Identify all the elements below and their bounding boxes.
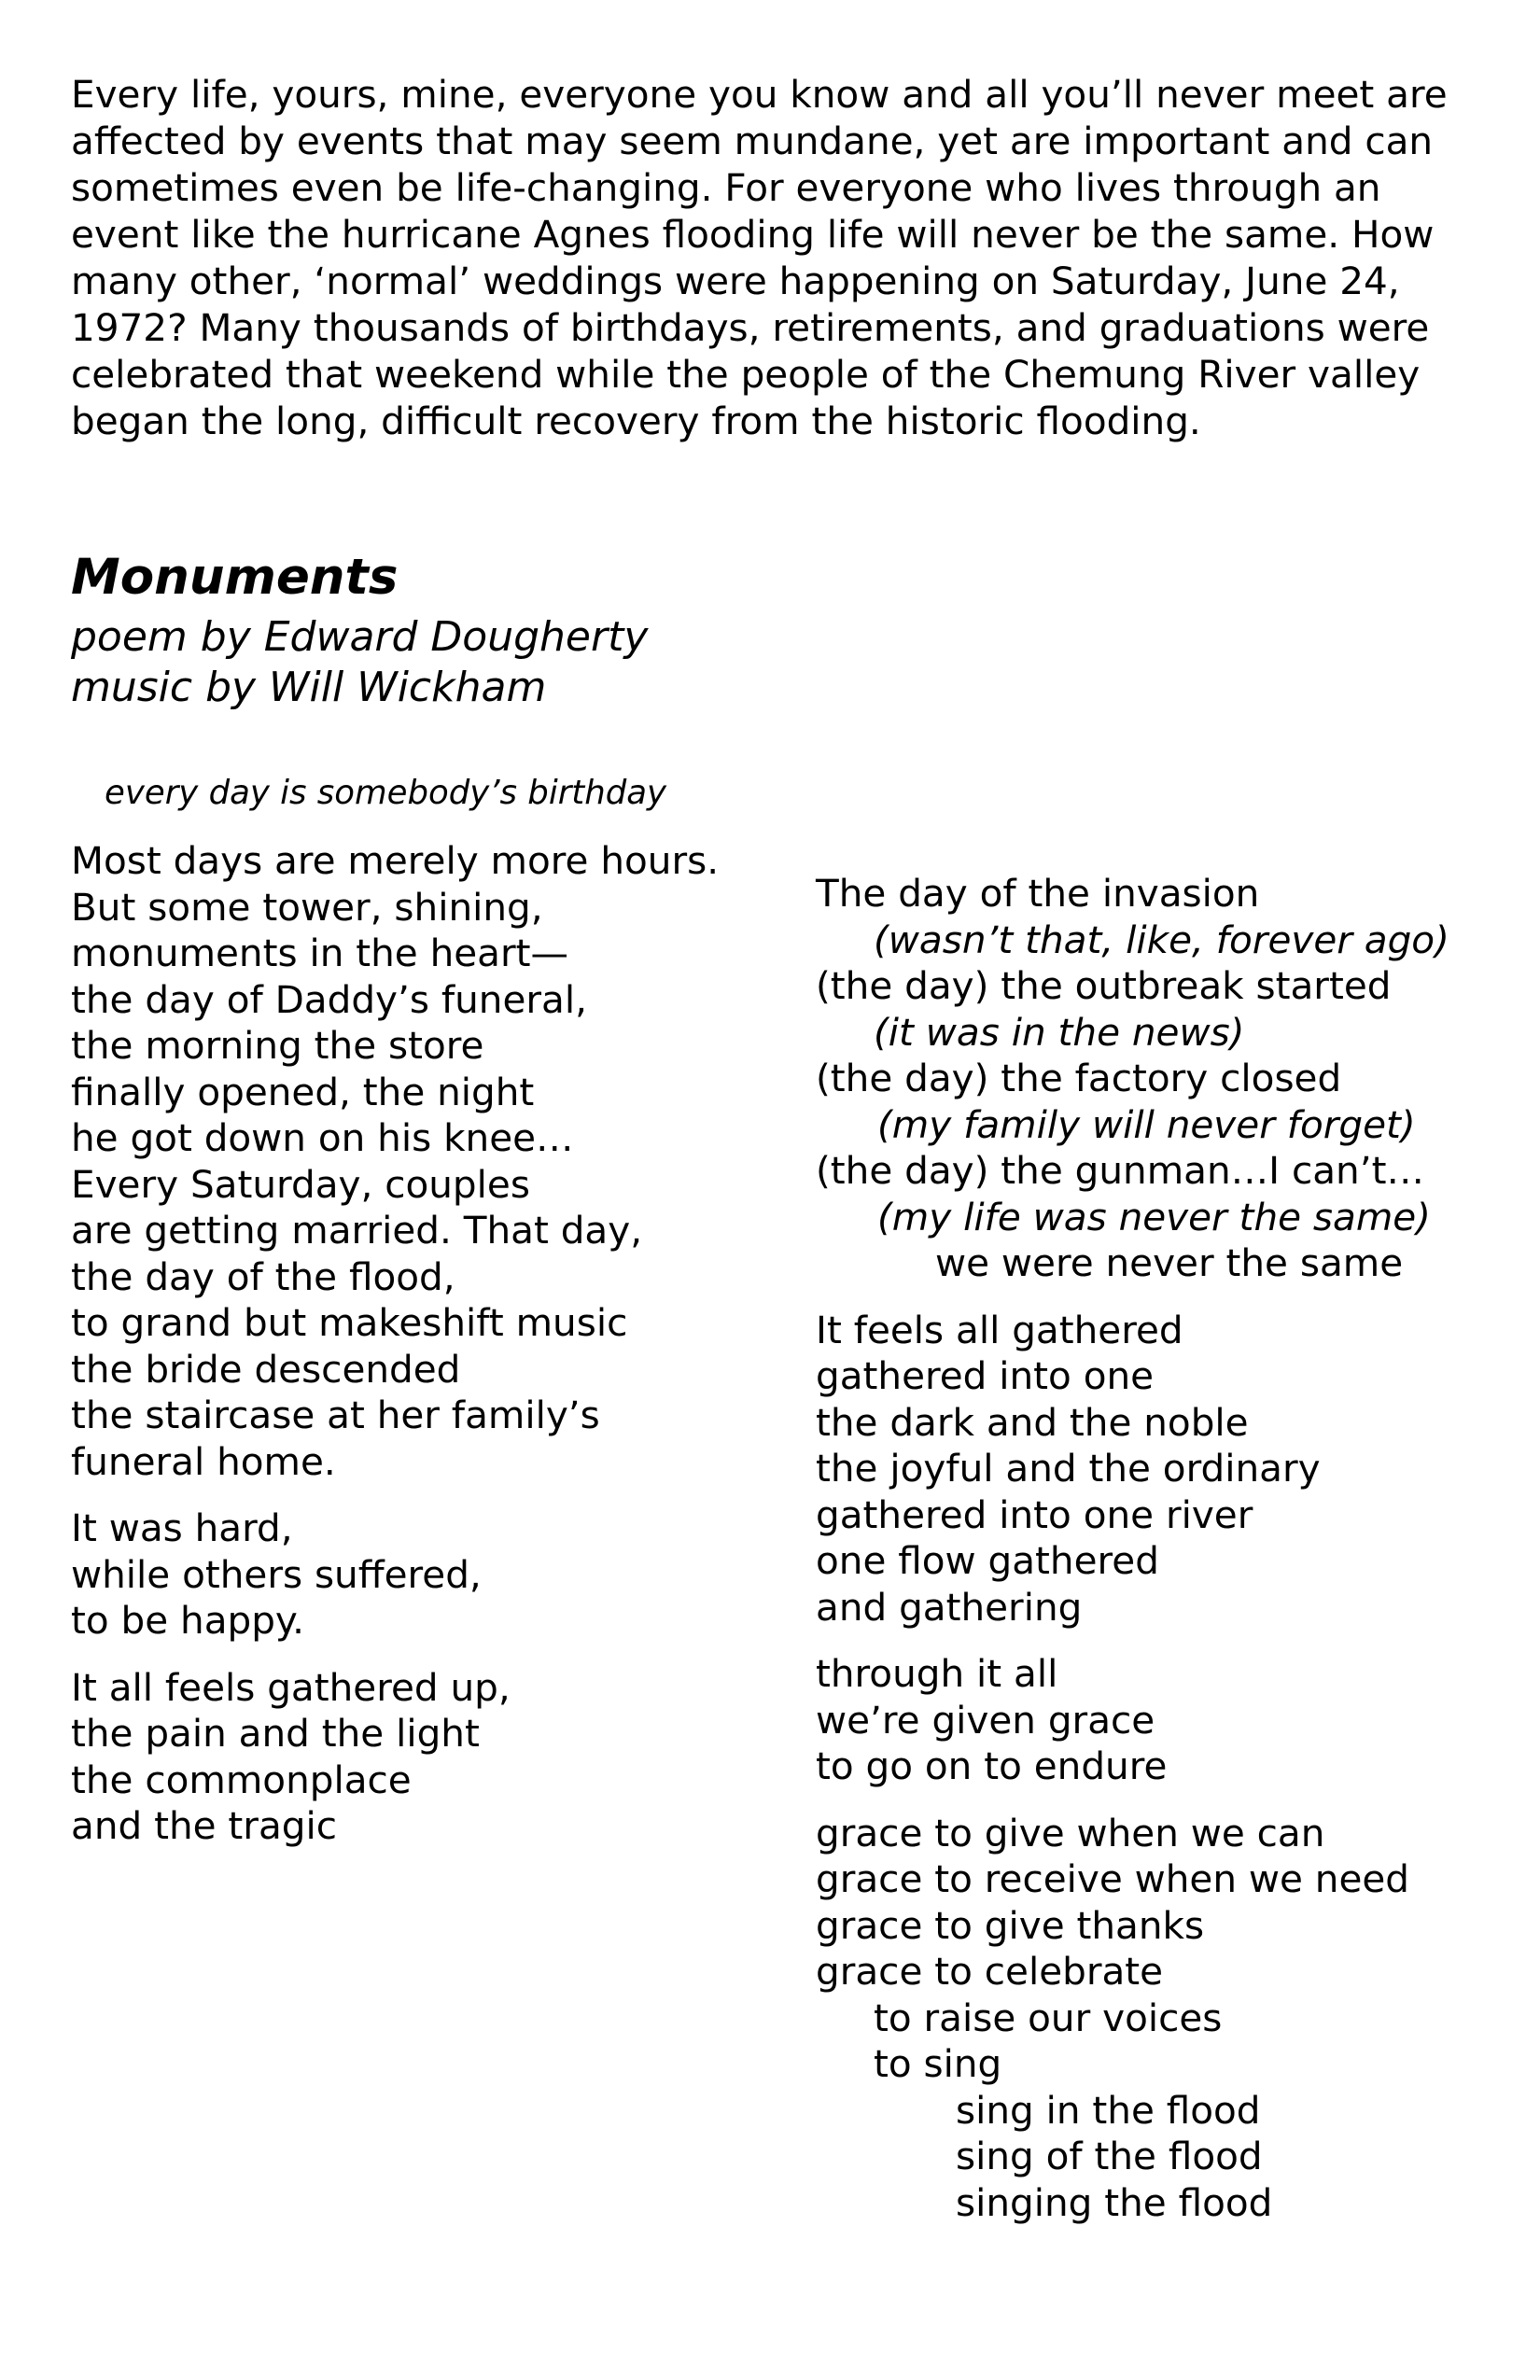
poem-line: the morning the store <box>71 1023 484 1068</box>
poem-line: to go on to endure <box>816 1743 1168 1788</box>
poem-line: (the day) the outbreak started <box>816 963 1392 1008</box>
intro-line: 1972? Many thousands of birthdays, retirements, and graduations were <box>71 305 1430 350</box>
intro-line: affected by events that may seem mundane, yet are important and can <box>71 119 1434 163</box>
poem-aside-line: (it was in the news) <box>874 1009 1245 1055</box>
right-stanza-1 <box>816 871 1506 1287</box>
poem-line: we’re given grace <box>816 1697 1155 1743</box>
poem-line: we were never the same <box>935 1240 1404 1285</box>
poem-line: and the tragic <box>71 1803 337 1848</box>
poem-line: he got down on his knee… <box>71 1115 574 1160</box>
poet-credit: poem by Edward Dougherty <box>71 613 649 661</box>
composer-credit: music by Will Wickham <box>71 664 547 711</box>
poem-line: (the day) the factory closed <box>816 1056 1342 1100</box>
poem-line: It was hard, <box>71 1505 293 1550</box>
poem-line: the pain and the light <box>71 1711 480 1756</box>
poem-line: the dark and the noble <box>816 1399 1249 1445</box>
poem-line: the day of Daddy’s funeral, <box>71 976 587 1022</box>
poem-aside-line: (my family will never forget) <box>877 1101 1416 1147</box>
poem-line: (the day) the gunman…I can’t… <box>816 1148 1424 1193</box>
poem-line: one flow gathered <box>816 1538 1159 1583</box>
poem-line: grace to give when we can <box>816 1810 1325 1855</box>
poem-title: Monuments <box>71 549 399 606</box>
poem-line: the commonplace <box>71 1757 412 1802</box>
poem-line: through it all <box>816 1651 1058 1696</box>
right-stanza-3 <box>816 1651 1506 1790</box>
poem-byline <box>71 612 648 713</box>
poem-line: The day of the invasion <box>816 871 1260 916</box>
poem-line: singing the flood <box>956 2179 1273 2225</box>
poem-line: the joyful and the ordinary <box>816 1446 1321 1491</box>
intro-line: Every life, yours, mine, everyone you know and all you’ll never meet are <box>71 72 1448 117</box>
poem-line: gathered into one <box>816 1353 1155 1398</box>
poem-line: funeral home. <box>71 1438 336 1484</box>
poem-line: finally opened, the night <box>71 1069 535 1114</box>
intro-line: event like the hurricane Agnes flooding life will never be the same. How <box>71 212 1435 257</box>
poem-line: and gathering <box>816 1584 1083 1630</box>
poem-line: grace to celebrate <box>816 1949 1164 1994</box>
poem-line: sing in the flood <box>956 2087 1261 2133</box>
poem-line: Every Saturday, couples <box>71 1161 530 1207</box>
left-stanza-1 <box>71 838 780 1485</box>
poem-right-column <box>816 871 1506 2247</box>
intro-line: sometimes even be life-changing. For everyone who lives through an <box>71 165 1381 210</box>
poem-line: monuments in the heart— <box>71 931 569 975</box>
poem-line: while others suffered, <box>71 1551 482 1597</box>
poem-line: to be happy. <box>71 1598 305 1643</box>
poem-line: are getting married. That day, <box>71 1208 643 1253</box>
intro-line: many other, ‘normal’ weddings were happening on Saturday, June 24, <box>71 259 1400 303</box>
poem-aside-line: (wasn’t that, like, forever ago) <box>874 917 1449 962</box>
poem-line: the staircase at her family’s <box>71 1393 600 1437</box>
poem-line: sing of the flood <box>956 2134 1263 2178</box>
poem-line: It feels all gathered <box>816 1307 1183 1352</box>
poem-left-column <box>71 838 780 1870</box>
poem-line: the day of the flood, <box>71 1253 455 1299</box>
poem-line: Most days are merely more hours. <box>71 838 720 883</box>
poem-line: the bride descended <box>71 1346 461 1392</box>
intro-line: celebrated that weekend while the people of the Chemung River valley <box>71 352 1421 397</box>
poem-line: grace to give thanks <box>816 1902 1205 1948</box>
intro-line: began the long, difficult recovery from the historic flooding. <box>71 399 1201 443</box>
poem-line: to raise our voices <box>874 1995 1223 2040</box>
poem-line: to grand but makeshift music <box>71 1300 628 1345</box>
right-stanza-4 <box>816 1811 1506 2227</box>
poem-line: grace to receive when we need <box>816 1856 1410 1901</box>
left-stanza-3 <box>71 1665 780 1850</box>
left-stanza-2 <box>71 1505 780 1645</box>
poem-epigraph: every day is somebody’s birthday <box>105 774 667 812</box>
poem-line: to sing <box>874 2041 1002 2086</box>
poem-line: It all feels gathered up, <box>71 1664 511 1710</box>
poem-aside-line: (my life was never the same) <box>877 1194 1431 1239</box>
intro-paragraph <box>71 71 1471 444</box>
poem-line: But some tower, shining, <box>71 884 543 930</box>
right-stanza-2 <box>816 1308 1506 1631</box>
poem-line: gathered into one river <box>816 1491 1253 1537</box>
